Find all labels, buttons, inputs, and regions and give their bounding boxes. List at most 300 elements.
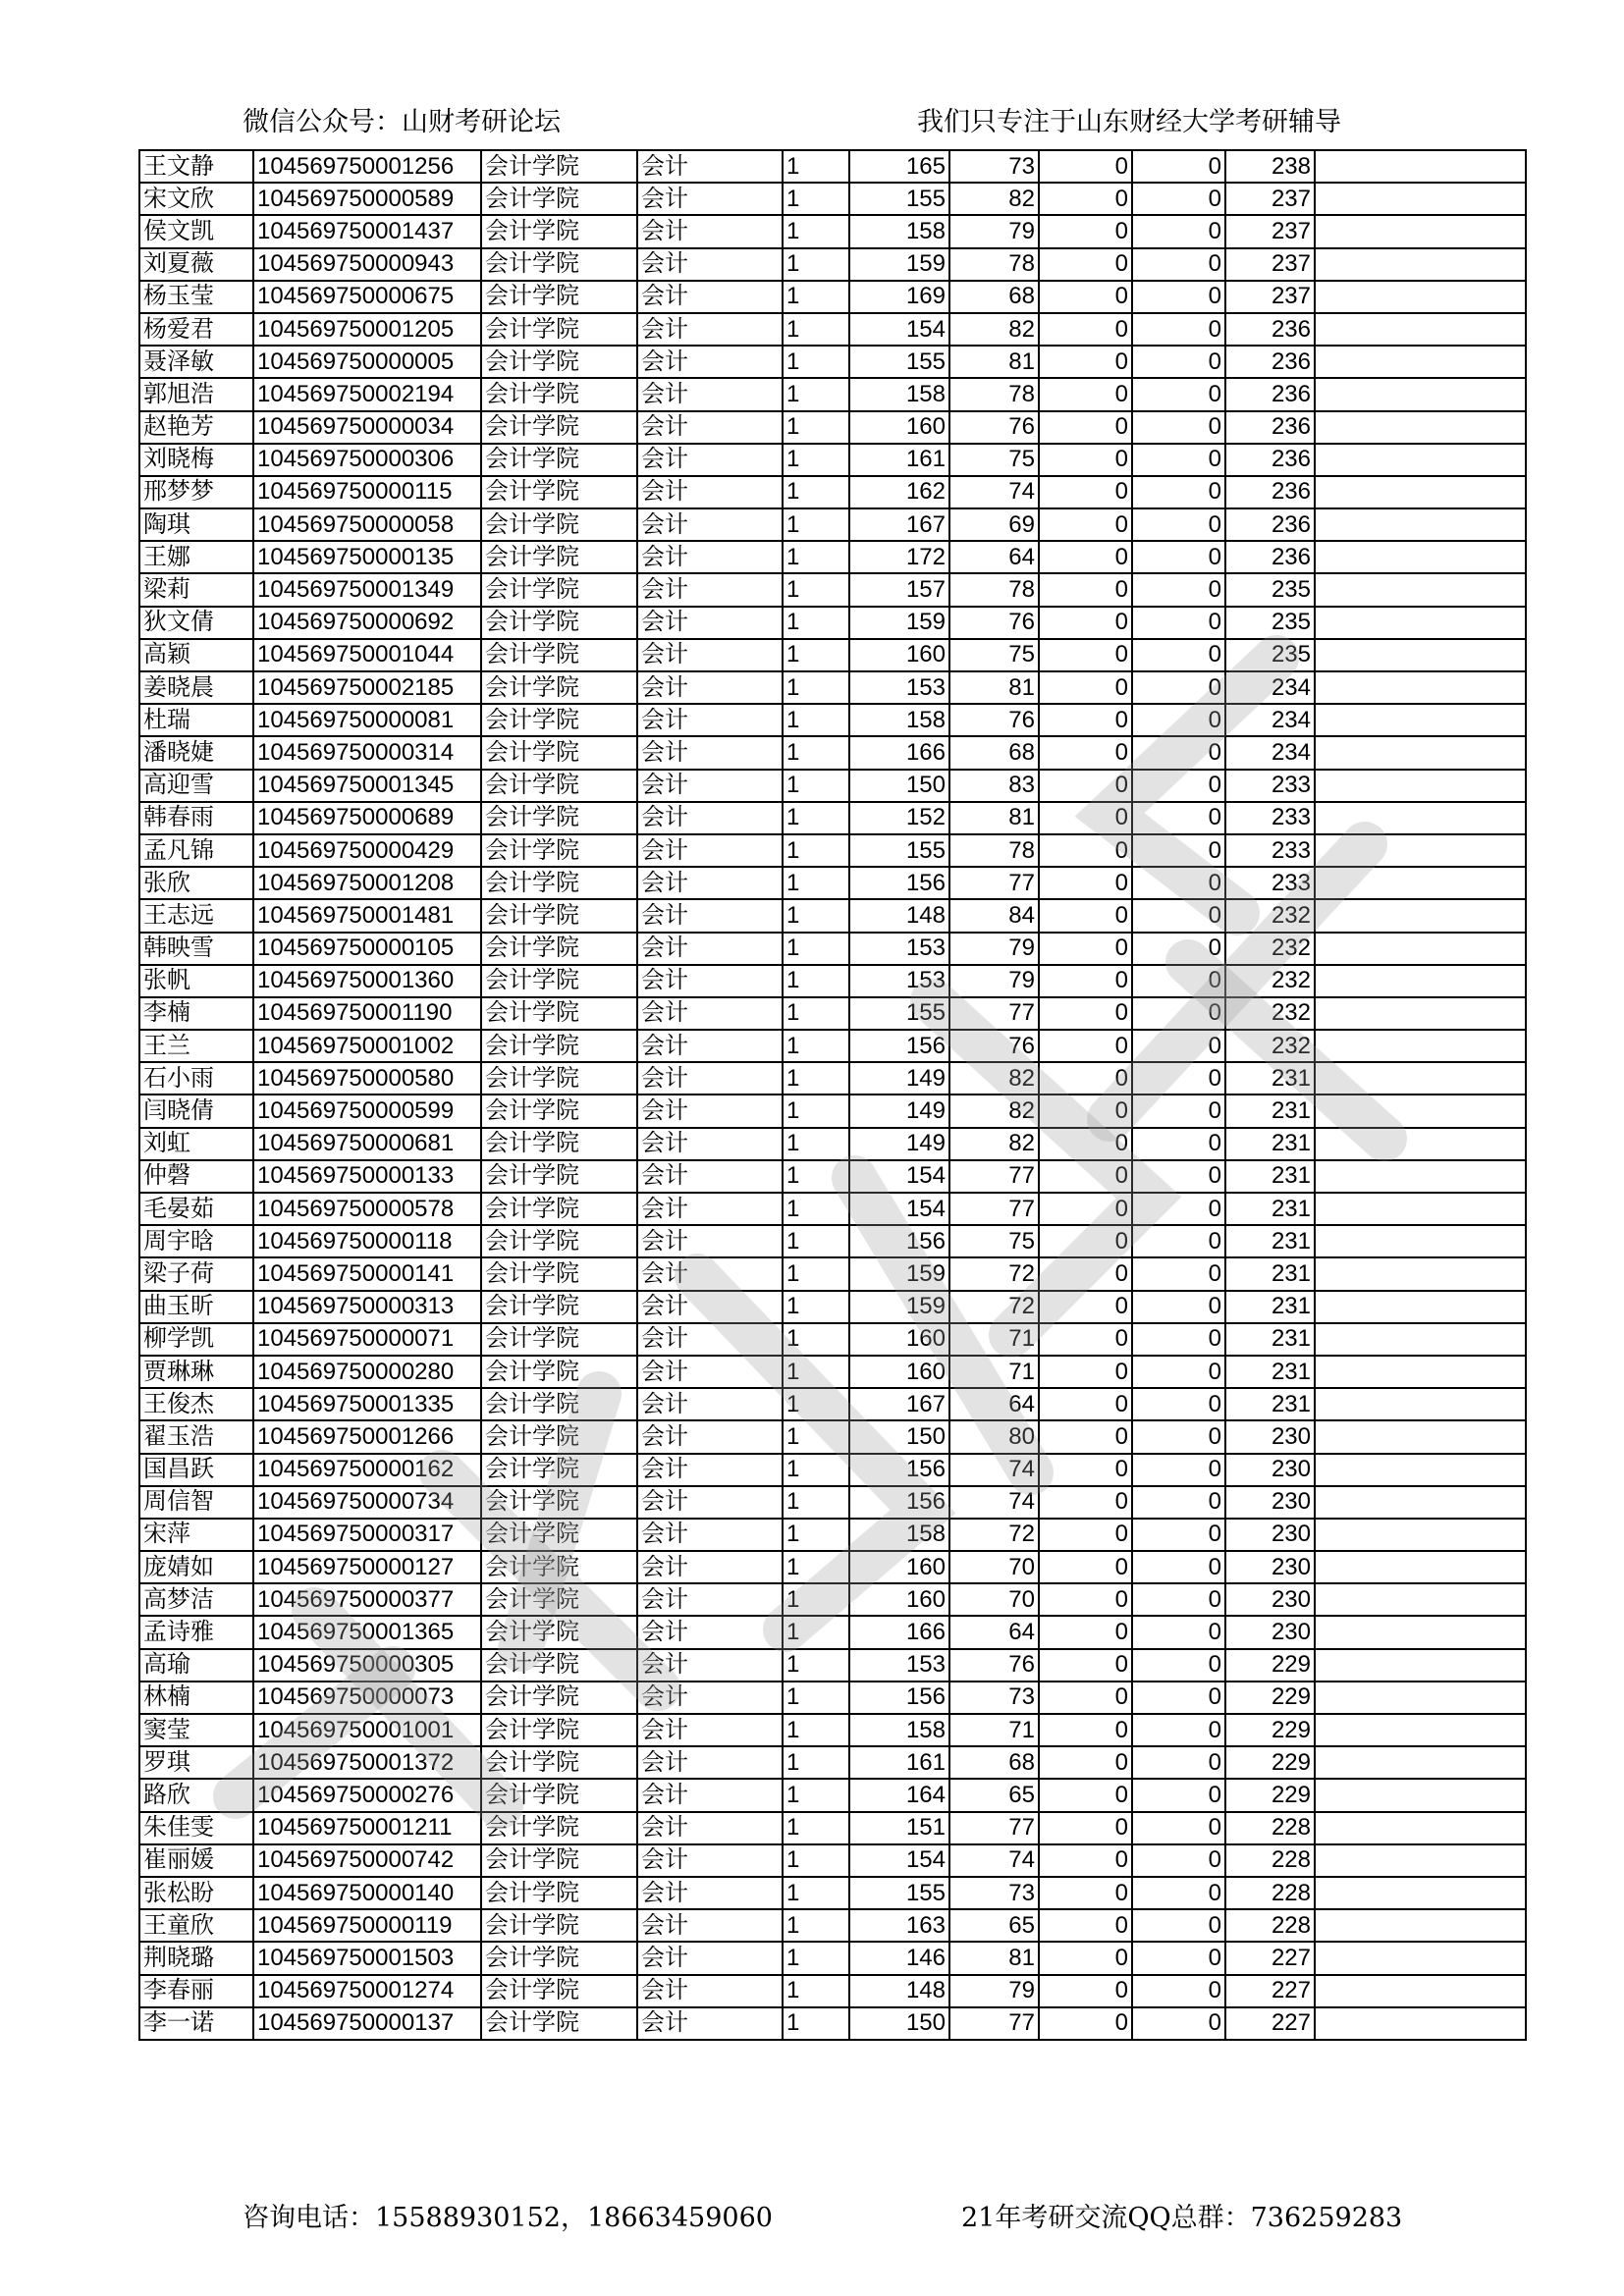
score3-cell: 0 [1039,1388,1132,1420]
note-cell [1315,1030,1526,1062]
flag-cell: 1 [783,1942,849,1974]
table-row [139,1551,1526,1583]
major-cell: 会计 [637,346,783,378]
total-cell: 229 [1225,1649,1315,1682]
school-cell: 会计学院 [481,215,637,247]
score4-cell: 0 [1132,215,1225,247]
exam-id-cell: 104569750000137 [253,2007,481,2040]
score1-cell: 149 [849,1062,949,1095]
flag-cell: 1 [783,1291,849,1323]
school-cell: 会计学院 [481,1616,637,1648]
score1-cell: 151 [849,1812,949,1844]
school-cell: 会计学院 [481,1420,637,1453]
note-cell [1315,541,1526,573]
score1-cell: 155 [849,834,949,867]
table-row [139,1486,1526,1519]
name-cell: 周信智 [139,1486,253,1519]
major-cell: 会计 [637,607,783,639]
score4-cell: 0 [1132,770,1225,802]
school-cell: 会计学院 [481,1942,637,1974]
score3-cell: 0 [1039,770,1132,802]
score1-cell: 158 [849,378,949,410]
note-cell [1315,1583,1526,1616]
total-cell: 235 [1225,573,1315,606]
table-row [139,1160,1526,1193]
total-cell: 234 [1225,704,1315,736]
total-cell: 236 [1225,476,1315,508]
table-row [139,215,1526,247]
score1-cell: 146 [849,1942,949,1974]
exam-id-cell: 104569750001481 [253,899,481,932]
flag-cell: 1 [783,573,849,606]
score4-cell: 0 [1132,1095,1225,1127]
major-cell: 会计 [637,770,783,802]
total-cell: 238 [1225,150,1315,183]
table-row [139,378,1526,410]
total-cell: 230 [1225,1486,1315,1519]
school-cell: 会计学院 [481,704,637,736]
score2-cell: 68 [949,1746,1039,1779]
name-cell: 窦莹 [139,1714,253,1746]
score4-cell: 0 [1132,1812,1225,1844]
score3-cell: 0 [1039,607,1132,639]
school-cell: 会计学院 [481,1454,637,1486]
school-cell: 会计学院 [481,1682,637,1714]
score2-cell: 76 [949,411,1039,444]
score2-cell: 82 [949,183,1039,215]
score1-cell: 160 [849,639,949,671]
flag-cell: 1 [783,671,849,704]
major-cell: 会计 [637,671,783,704]
note-cell [1315,607,1526,639]
name-cell: 梁莉 [139,573,253,606]
total-cell: 237 [1225,215,1315,247]
flag-cell: 1 [783,346,849,378]
total-cell: 231 [1225,1225,1315,1257]
exam-id-cell: 104569750001360 [253,965,481,997]
flag-cell: 1 [783,1062,849,1095]
exam-id-cell: 104569750002185 [253,671,481,704]
note-cell [1315,150,1526,183]
score4-cell: 0 [1132,1323,1225,1356]
score-table [138,149,1527,2041]
flag-cell: 1 [783,1095,849,1127]
score3-cell: 0 [1039,476,1132,508]
score4-cell: 0 [1132,150,1225,183]
total-cell: 227 [1225,2007,1315,2040]
score2-cell: 82 [949,1095,1039,1127]
total-cell: 237 [1225,248,1315,281]
name-cell: 毛晏茹 [139,1193,253,1225]
flag-cell: 1 [783,1975,849,2007]
score2-cell: 70 [949,1583,1039,1616]
major-cell: 会计 [637,1388,783,1420]
flag-cell: 1 [783,378,849,410]
exam-id-cell: 104569750000034 [253,411,481,444]
flag-cell: 1 [783,1486,849,1519]
score1-cell: 159 [849,248,949,281]
score4-cell: 0 [1132,607,1225,639]
table-row [139,1030,1526,1062]
score3-cell: 0 [1039,997,1132,1030]
score2-cell: 64 [949,1388,1039,1420]
total-cell: 231 [1225,1095,1315,1127]
note-cell [1315,183,1526,215]
major-cell: 会计 [637,541,783,573]
score4-cell: 0 [1132,639,1225,671]
flag-cell: 1 [783,736,849,769]
major-cell: 会计 [637,508,783,541]
score2-cell: 69 [949,508,1039,541]
score3-cell: 0 [1039,2007,1132,2040]
exam-id-cell: 104569750001266 [253,1420,481,1453]
table-row [139,1225,1526,1257]
table-row [139,1583,1526,1616]
score4-cell: 0 [1132,248,1225,281]
note-cell [1315,1062,1526,1095]
table-row [139,1844,1526,1877]
name-cell: 路欣 [139,1779,253,1811]
flag-cell: 1 [783,215,849,247]
score3-cell: 0 [1039,378,1132,410]
exam-id-cell: 104569750001365 [253,1616,481,1648]
score3-cell: 0 [1039,215,1132,247]
major-cell: 会计 [637,1551,783,1583]
major-cell: 会计 [637,1942,783,1974]
total-cell: 232 [1225,965,1315,997]
school-cell: 会计学院 [481,639,637,671]
exam-id-cell: 104569750001256 [253,150,481,183]
score1-cell: 155 [849,183,949,215]
score4-cell: 0 [1132,346,1225,378]
note-cell [1315,1519,1526,1551]
total-cell: 232 [1225,899,1315,932]
score1-cell: 153 [849,933,949,965]
major-cell: 会计 [637,1062,783,1095]
exam-id-cell: 104569750000578 [253,1193,481,1225]
flag-cell: 1 [783,1128,849,1160]
score3-cell: 0 [1039,346,1132,378]
note-cell [1315,1257,1526,1290]
major-cell: 会计 [637,1257,783,1290]
flag-cell: 1 [783,444,849,476]
table-row [139,899,1526,932]
score3-cell: 0 [1039,1486,1132,1519]
table-row [139,704,1526,736]
score3-cell: 0 [1039,933,1132,965]
note-cell [1315,736,1526,769]
score3-cell: 0 [1039,1030,1132,1062]
exam-id-cell: 104569750000692 [253,607,481,639]
score-table-body [139,150,1526,2040]
score3-cell: 0 [1039,965,1132,997]
score1-cell: 161 [849,1746,949,1779]
score4-cell: 0 [1132,704,1225,736]
score3-cell: 0 [1039,1062,1132,1095]
school-cell: 会计学院 [481,736,637,769]
table-row [139,1877,1526,1909]
school-cell: 会计学院 [481,508,637,541]
score4-cell: 0 [1132,1877,1225,1909]
score2-cell: 81 [949,802,1039,834]
total-cell: 232 [1225,997,1315,1030]
note-cell [1315,834,1526,867]
note-cell [1315,1649,1526,1682]
score4-cell: 0 [1132,802,1225,834]
exam-id-cell: 104569750000742 [253,1844,481,1877]
score1-cell: 156 [849,1454,949,1486]
footer-qq-text: 21年考研交流QQ总群：736259283 [961,2203,1403,2233]
table-row [139,1291,1526,1323]
school-cell: 会计学院 [481,1714,637,1746]
major-cell: 会计 [637,183,783,215]
note-cell [1315,1486,1526,1519]
score2-cell: 74 [949,1486,1039,1519]
score1-cell: 149 [849,1095,949,1127]
score4-cell: 0 [1132,1486,1225,1519]
name-cell: 李一诺 [139,2007,253,2040]
name-cell: 柳学凯 [139,1323,253,1356]
major-cell: 会计 [637,1812,783,1844]
score3-cell: 0 [1039,1551,1132,1583]
score1-cell: 164 [849,1779,949,1811]
school-cell: 会计学院 [481,1812,637,1844]
total-cell: 234 [1225,671,1315,704]
exam-id-cell: 104569750001190 [253,997,481,1030]
major-cell: 会计 [637,1420,783,1453]
major-cell: 会计 [637,573,783,606]
flag-cell: 1 [783,1420,849,1453]
score1-cell: 160 [849,1583,949,1616]
score4-cell: 0 [1132,899,1225,932]
score2-cell: 76 [949,704,1039,736]
score2-cell: 76 [949,607,1039,639]
major-cell: 会计 [637,1095,783,1127]
table-row [139,867,1526,899]
score3-cell: 0 [1039,1649,1132,1682]
score3-cell: 0 [1039,1323,1132,1356]
score2-cell: 81 [949,346,1039,378]
total-cell: 236 [1225,378,1315,410]
score1-cell: 166 [849,736,949,769]
score1-cell: 155 [849,346,949,378]
table-row [139,1095,1526,1127]
table-row [139,1746,1526,1779]
name-cell: 刘夏薇 [139,248,253,281]
score1-cell: 153 [849,671,949,704]
name-cell: 杜瑞 [139,704,253,736]
note-cell [1315,770,1526,802]
major-cell: 会计 [637,1454,783,1486]
name-cell: 侯文凯 [139,215,253,247]
score2-cell: 65 [949,1779,1039,1811]
major-cell: 会计 [637,1356,783,1388]
exam-id-cell: 104569750001002 [253,1030,481,1062]
major-cell: 会计 [637,933,783,965]
major-cell: 会计 [637,1128,783,1160]
major-cell: 会计 [637,867,783,899]
table-row [139,1193,1526,1225]
score2-cell: 71 [949,1714,1039,1746]
total-cell: 227 [1225,1975,1315,2007]
flag-cell: 1 [783,1616,849,1648]
total-cell: 236 [1225,508,1315,541]
table-row [139,1519,1526,1551]
score3-cell: 0 [1039,573,1132,606]
table-row [139,834,1526,867]
table-row [139,1649,1526,1682]
score4-cell: 0 [1132,1975,1225,2007]
note-cell [1315,1128,1526,1160]
school-cell: 会计学院 [481,607,637,639]
exam-id-cell: 104569750001208 [253,867,481,899]
score2-cell: 77 [949,1160,1039,1193]
score1-cell: 160 [849,1356,949,1388]
note-cell [1315,1812,1526,1844]
note-cell [1315,476,1526,508]
table-row [139,1420,1526,1453]
name-cell: 高迎雪 [139,770,253,802]
score4-cell: 0 [1132,573,1225,606]
score1-cell: 152 [849,802,949,834]
exam-id-cell: 104569750000118 [253,1225,481,1257]
flag-cell: 1 [783,1844,849,1877]
score2-cell: 74 [949,1844,1039,1877]
score1-cell: 156 [849,1225,949,1257]
note-cell [1315,1388,1526,1420]
exam-id-cell: 104569750000314 [253,736,481,769]
table-row [139,1682,1526,1714]
flag-cell: 1 [783,2007,849,2040]
school-cell: 会计学院 [481,1551,637,1583]
score1-cell: 150 [849,2007,949,2040]
flag-cell: 1 [783,965,849,997]
score4-cell: 0 [1132,313,1225,346]
name-cell: 李春丽 [139,1975,253,2007]
exam-id-cell: 104569750000306 [253,444,481,476]
score1-cell: 153 [849,1649,949,1682]
flag-cell: 1 [783,1649,849,1682]
note-cell [1315,1746,1526,1779]
note-cell [1315,1356,1526,1388]
score3-cell: 0 [1039,867,1132,899]
score3-cell: 0 [1039,802,1132,834]
total-cell: 228 [1225,1909,1315,1942]
major-cell: 会计 [637,736,783,769]
score1-cell: 153 [849,965,949,997]
table-row [139,1975,1526,2007]
score3-cell: 0 [1039,736,1132,769]
name-cell: 张帆 [139,965,253,997]
note-cell [1315,997,1526,1030]
note-cell [1315,1225,1526,1257]
score4-cell: 0 [1132,1682,1225,1714]
note-cell [1315,1551,1526,1583]
school-cell: 会计学院 [481,899,637,932]
table-row [139,541,1526,573]
note-cell [1315,867,1526,899]
score4-cell: 0 [1132,1030,1225,1062]
score1-cell: 169 [849,281,949,313]
score1-cell: 162 [849,476,949,508]
note-cell [1315,1323,1526,1356]
exam-id-cell: 104569750000135 [253,541,481,573]
name-cell: 荆晓璐 [139,1942,253,1974]
score1-cell: 150 [849,770,949,802]
flag-cell: 1 [783,867,849,899]
table-row [139,183,1526,215]
exam-id-cell: 104569750001437 [253,215,481,247]
table-row [139,997,1526,1030]
score2-cell: 64 [949,1616,1039,1648]
exam-id-cell: 104569750000127 [253,1551,481,1583]
score3-cell: 0 [1039,1519,1132,1551]
major-cell: 会计 [637,1519,783,1551]
score3-cell: 0 [1039,834,1132,867]
school-cell: 会计学院 [481,933,637,965]
score2-cell: 82 [949,313,1039,346]
flag-cell: 1 [783,607,849,639]
score3-cell: 0 [1039,1779,1132,1811]
score1-cell: 158 [849,704,949,736]
score3-cell: 0 [1039,281,1132,313]
total-cell: 236 [1225,411,1315,444]
score2-cell: 81 [949,1942,1039,1974]
total-cell: 230 [1225,1519,1315,1551]
score1-cell: 149 [849,1128,949,1160]
major-cell: 会计 [637,1193,783,1225]
flag-cell: 1 [783,802,849,834]
name-cell: 高梦洁 [139,1583,253,1616]
flag-cell: 1 [783,704,849,736]
score1-cell: 155 [849,997,949,1030]
name-cell: 李楠 [139,997,253,1030]
score3-cell: 0 [1039,1682,1132,1714]
score3-cell: 0 [1039,1095,1132,1127]
score4-cell: 0 [1132,1714,1225,1746]
exam-id-cell: 104569750000133 [253,1160,481,1193]
score4-cell: 0 [1132,1257,1225,1290]
score1-cell: 172 [849,541,949,573]
score3-cell: 0 [1039,313,1132,346]
note-cell [1315,802,1526,834]
name-cell: 孟凡锦 [139,834,253,867]
score2-cell: 78 [949,378,1039,410]
major-cell: 会计 [637,1583,783,1616]
exam-id-cell: 104569750000162 [253,1454,481,1486]
note-cell [1315,1160,1526,1193]
score2-cell: 83 [949,770,1039,802]
score2-cell: 79 [949,933,1039,965]
table-row [139,573,1526,606]
flag-cell: 1 [783,1257,849,1290]
flag-cell: 1 [783,1682,849,1714]
major-cell: 会计 [637,248,783,281]
school-cell: 会计学院 [481,378,637,410]
major-cell: 会计 [637,1877,783,1909]
table-row [139,411,1526,444]
score1-cell: 160 [849,411,949,444]
total-cell: 231 [1225,1356,1315,1388]
score3-cell: 0 [1039,1812,1132,1844]
exam-id-cell: 104569750000071 [253,1323,481,1356]
major-cell: 会计 [637,802,783,834]
major-cell: 会计 [637,965,783,997]
name-cell: 贾琳琳 [139,1356,253,1388]
score4-cell: 0 [1132,1746,1225,1779]
score2-cell: 80 [949,1420,1039,1453]
total-cell: 233 [1225,770,1315,802]
